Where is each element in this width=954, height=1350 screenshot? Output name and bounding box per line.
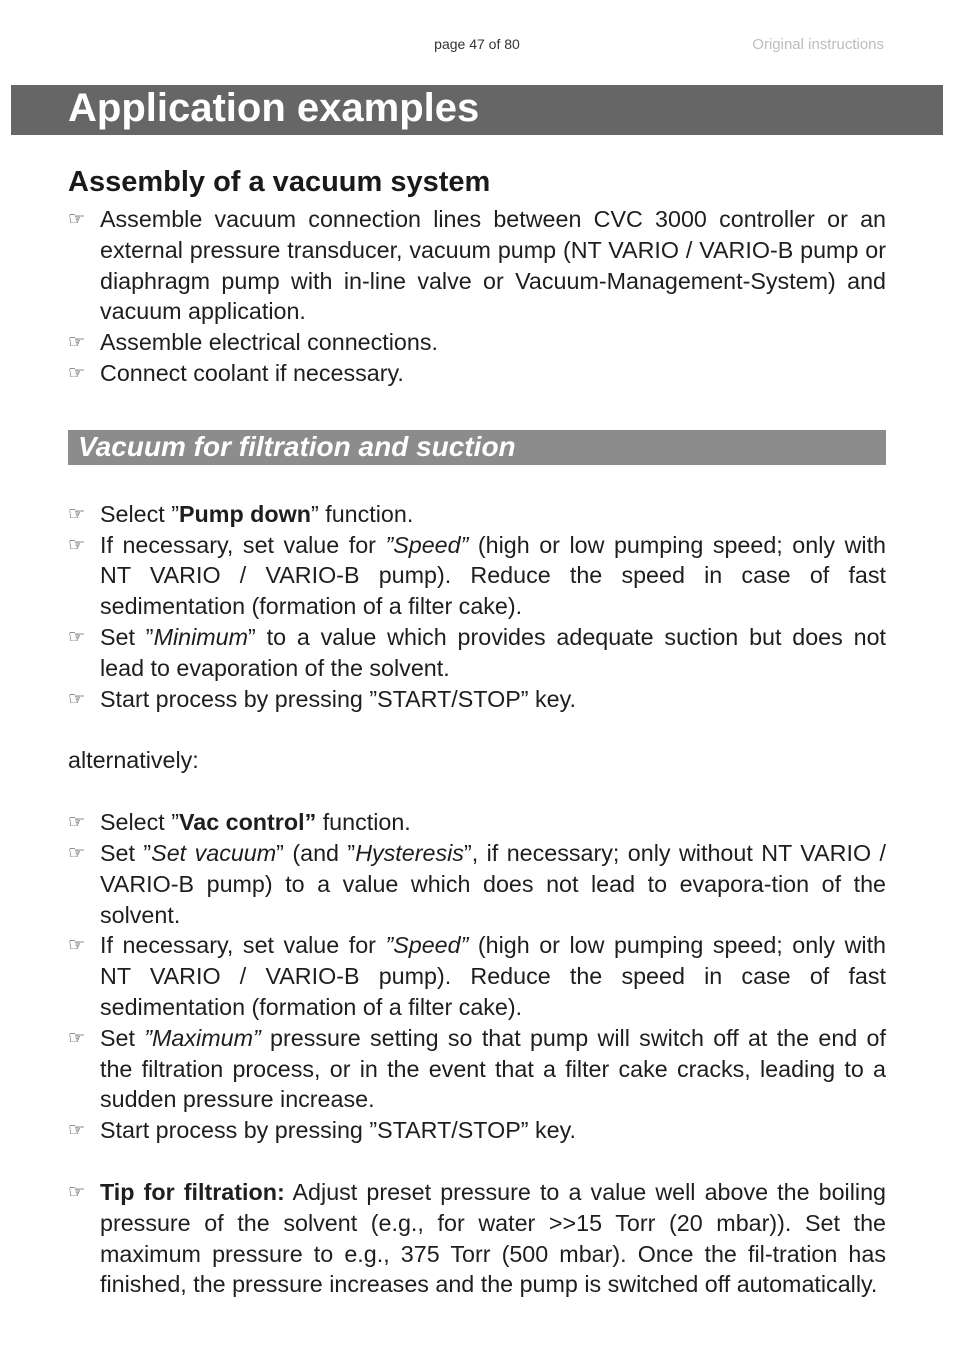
pointing-hand-icon: ☞ [68, 361, 86, 384]
list-item: ☞ If necessary, set value for ”Speed” (high or low pumping speed; only with NT VARIO / VARIO-B pump). Reduce the speed in case of fast sedimentation (formation of a filter cake). [68, 932, 886, 1020]
tip-block [68, 1177, 886, 1300]
pump-down-steps [68, 499, 886, 715]
list-item: ☞ Select ”Pump down” function. [68, 499, 886, 530]
section-heading: Vacuum for filtration and suction [78, 430, 516, 462]
list-item: ☞ If necessary, set value for ”Speed” (high or low pumping speed; only with NT VARIO / VARIO-B pump). Reduce the speed in case of fast sedimentation (formation of a filter cake). [68, 531, 886, 620]
list-item: ☞ Start process by pressing ”START/STOP” key. [68, 1115, 886, 1146]
page-title: Application examples [68, 86, 480, 130]
list-item: ☞ Select ”Vac control” function. [68, 807, 886, 838]
pointing-hand-icon: ☞ [68, 533, 86, 556]
page-number: page 47 of 80 [434, 36, 520, 52]
pointing-hand-icon: ☞ [68, 1119, 86, 1142]
doc-label: Original instructions [752, 36, 884, 53]
pointing-hand-icon: ☞ [68, 1180, 86, 1203]
pointing-hand-icon: ☞ [68, 625, 86, 648]
list-item: ☞ Connect coolant if necessary. [68, 358, 886, 389]
list-item: ☞ Set ”Set vacuum” (and ”Hysteresis”, if necessary; only without NT VARIO / VARIO-B pump) to a value which does not lead to evapora-tion of the solvent. [68, 839, 886, 928]
pointing-hand-icon: ☞ [68, 687, 86, 710]
assembly-heading: Assembly of a vacuum system [68, 166, 491, 198]
pointing-hand-icon: ☞ [68, 208, 86, 230]
content [68, 160, 886, 1300]
vac-control-steps [68, 807, 886, 1146]
pointing-hand-icon: ☞ [68, 331, 86, 354]
list-item: ☞ Start process by pressing ”START/STOP” key. [68, 684, 886, 715]
pointing-hand-icon: ☞ [68, 841, 86, 864]
pointing-hand-icon: ☞ [68, 502, 86, 525]
pointing-hand-icon: ☞ [68, 934, 86, 957]
title-bar [11, 85, 943, 135]
alternatively-label: alternatively: [68, 747, 199, 774]
list-item: ☞ Set ”Maximum” pressure setting so that pump will switch off at the end of the filtration process, or in the event that a filter cake cracks, leading to a sudden pressure increase. [68, 1024, 886, 1113]
assembly-steps [68, 204, 886, 389]
list-item: ☞ Assemble electrical connections. [68, 327, 886, 358]
pointing-hand-icon: ☞ [68, 1026, 86, 1049]
list-item: ☞ Set ”Minimum” to a value which provides adequate suction but does not lead to evaporation of the solvent. [68, 623, 886, 681]
pointing-hand-icon: ☞ [68, 811, 86, 834]
section-bar [68, 430, 886, 465]
list-item: ☞ Assemble vacuum connection lines between CVC 3000 controller or an external pressure transducer, vacuum pump (NT VARIO / VARIO-B pump or diaphragm pump with in-line valve or Vacuum-Management-System) and vacuum application. [68, 206, 886, 325]
tip-item: ☞ Tip for filtration: Adjust preset pressure to a value well above the boiling pressure of the solvent (e.g., for water >>15 Torr (20 mbar)). Set the maximum pressure to e.g., 375 Torr (500 mbar). Once the fil-tration has finished, the pressure increases and the pump is switched off automatically. [68, 1178, 886, 1298]
